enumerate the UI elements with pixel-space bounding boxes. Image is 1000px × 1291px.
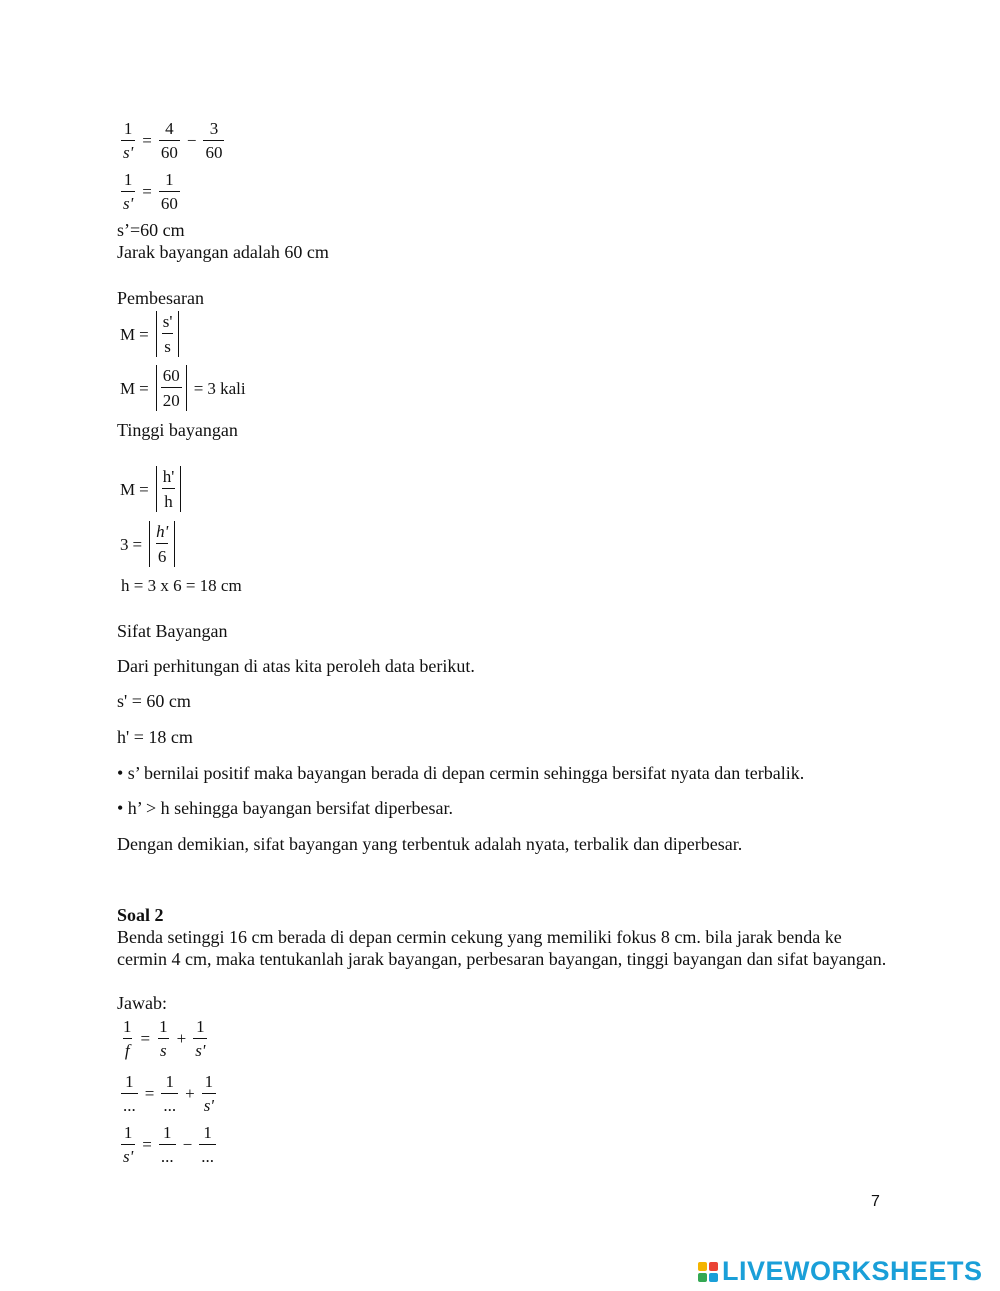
equation-three: 3 = $\frac{h'}{6}$ (120, 521, 178, 567)
equation-1: $\frac{1}{s'}$ = $\frac{4}{60}$ − $\frac{3}{60}$ (123, 119, 223, 162)
heading-sifat: Sifat Bayangan (117, 621, 228, 641)
fraction: $\frac{1}{s'}$ (123, 170, 134, 213)
jawab-label: Jawab: (117, 993, 167, 1013)
s-value: s' = 60 cm (117, 691, 191, 711)
h-value: h' = 18 cm (117, 727, 193, 747)
liveworksheets-logo-icon (698, 1262, 718, 1282)
conclusion: Dengan demikian, sifat bayangan yang terbentuk adalah nyata, terbalik dan diperbesar. (117, 834, 743, 854)
bullet-h-greater: • h’ > h sehingga bayangan bersifat diperbesar. (117, 798, 454, 818)
heading-pembesaran: Pembesaran (117, 288, 204, 308)
liveworksheets-logo[interactable] (698, 1256, 983, 1287)
equation-2: $\frac{1}{s'}$ = $\frac{1}{60}$ (123, 170, 178, 213)
absolute-value: $\frac{s'}{s}$ (156, 311, 180, 357)
soal-2-body: Benda setinggi 16 cm berada di depan cermin cekung yang memiliki fokus 8 cm. bila jarak benda ke cermin 4 cm, maka tentukanlah jarak bayangan, perbesaran bayangan, tinggi bayangan dan sifat bayangan. (117, 927, 887, 969)
equation-m-ratio: M = $\frac{s'}{s}$ (120, 311, 182, 357)
fraction: $\frac{3}{60}$ (205, 119, 223, 162)
page-number: 7 (871, 1193, 880, 1210)
equation-fill-1: $\frac{1}{...}$ = $\frac{1}{...}$ + $\frac{1}{s'}$ (123, 1072, 214, 1115)
fraction: $\frac{1}{60}$ (160, 170, 178, 213)
fraction: $\frac{1}{s'}$ (123, 119, 134, 162)
absolute-value: $\frac{60}{20}$ (156, 365, 187, 411)
equation-m-height: M = $\frac{h'}{h}$ (120, 466, 184, 512)
logo-text: LIVEWORKSHEETS (722, 1256, 983, 1286)
heading-soal-2: Soal 2 (117, 905, 164, 925)
bullet-s-positive: • s’ bernilai positif maka bayangan berada di depan cermin sehingga bersifat nyata dan terbalik. (117, 763, 805, 783)
s-result: s’=60 cm (117, 220, 185, 240)
heading-tinggi: Tinggi bayangan (117, 420, 238, 440)
equation-lens: $\frac{1}{f}$ = $\frac{1}{s}$ + $\frac{1}{s'}$ (123, 1017, 206, 1060)
absolute-value: $\frac{h'}{6}$ (149, 521, 175, 567)
jarak-bayangan: Jarak bayangan adalah 60 cm (117, 242, 329, 262)
paragraph-dari: Dari perhitungan di atas kita peroleh data berikut. (117, 656, 475, 676)
equation-fill-2: $\frac{1}{s'}$ = $\frac{1}{...}$ − $\frac{1}{...}$ (123, 1123, 214, 1166)
fraction: $\frac{4}{60}$ (160, 119, 178, 162)
absolute-value: $\frac{h'}{h}$ (156, 466, 182, 512)
equation-m-value: M = $\frac{60}{20}$ = 3 kali (120, 366, 246, 410)
h-calculation: h = 3 x 6 = 18 cm (121, 576, 242, 595)
